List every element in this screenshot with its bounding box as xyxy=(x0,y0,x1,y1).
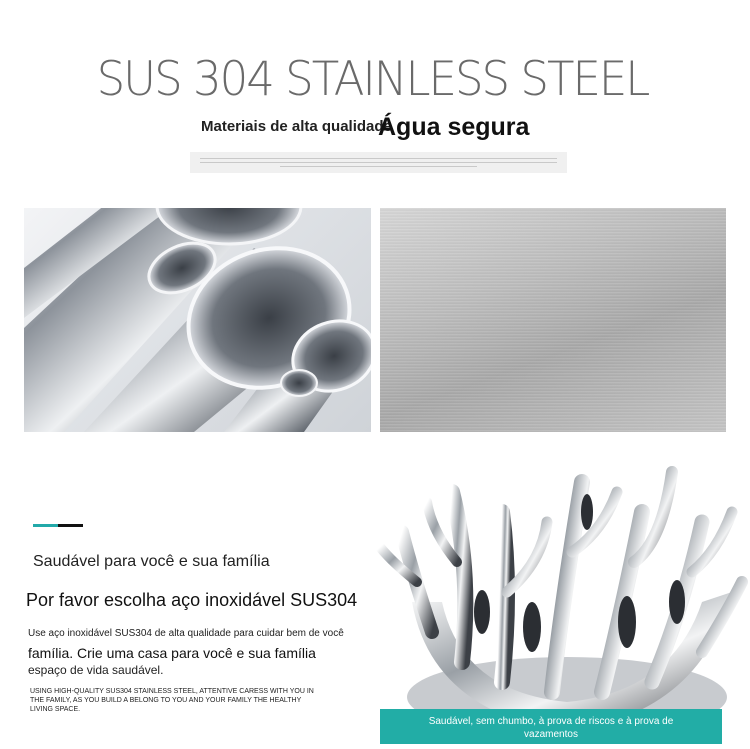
coral-bowl-photo xyxy=(372,452,750,744)
hero-title: SUS 304 STAINLESS STEEL xyxy=(96,50,649,107)
caption-line-2: vazamentos xyxy=(524,729,578,740)
subtitle-safe-water: Água segura xyxy=(378,113,530,141)
healthy-heading: Saudável para você e sua família xyxy=(33,553,270,570)
brushed-steel-photo xyxy=(380,208,726,432)
subtitle-materials: Materiais de alta qualidade xyxy=(201,118,392,135)
fine-print-strip xyxy=(190,152,567,173)
choose-heading: Por favor escolha aço inoxidável SUS304 xyxy=(26,590,358,610)
description-line-1: Use aço inoxidável SUS304 de alta qualidade para cuidar bem de você xyxy=(28,628,344,639)
accent-divider xyxy=(33,524,83,527)
english-description: USING HIGH-QUALITY SUS304 STAINLESS STEEL, ATTENTIVE CARESS WITH YOU IN THE FAMILY, AS YOU BUILD A BELONG TO YOU AND YOUR FAMILY THE HEALTHY LIVING SPACE. xyxy=(30,688,314,713)
stainless-pipes-photo xyxy=(24,208,371,432)
features-caption xyxy=(380,709,722,744)
description-line-3: espaço de vida saudável. xyxy=(28,663,164,677)
caption-line-1: Saudável, sem chumbo, à prova de riscos e à prova de xyxy=(428,716,674,727)
description-line-2: família. Crie uma casa para você e sua família xyxy=(28,645,316,661)
